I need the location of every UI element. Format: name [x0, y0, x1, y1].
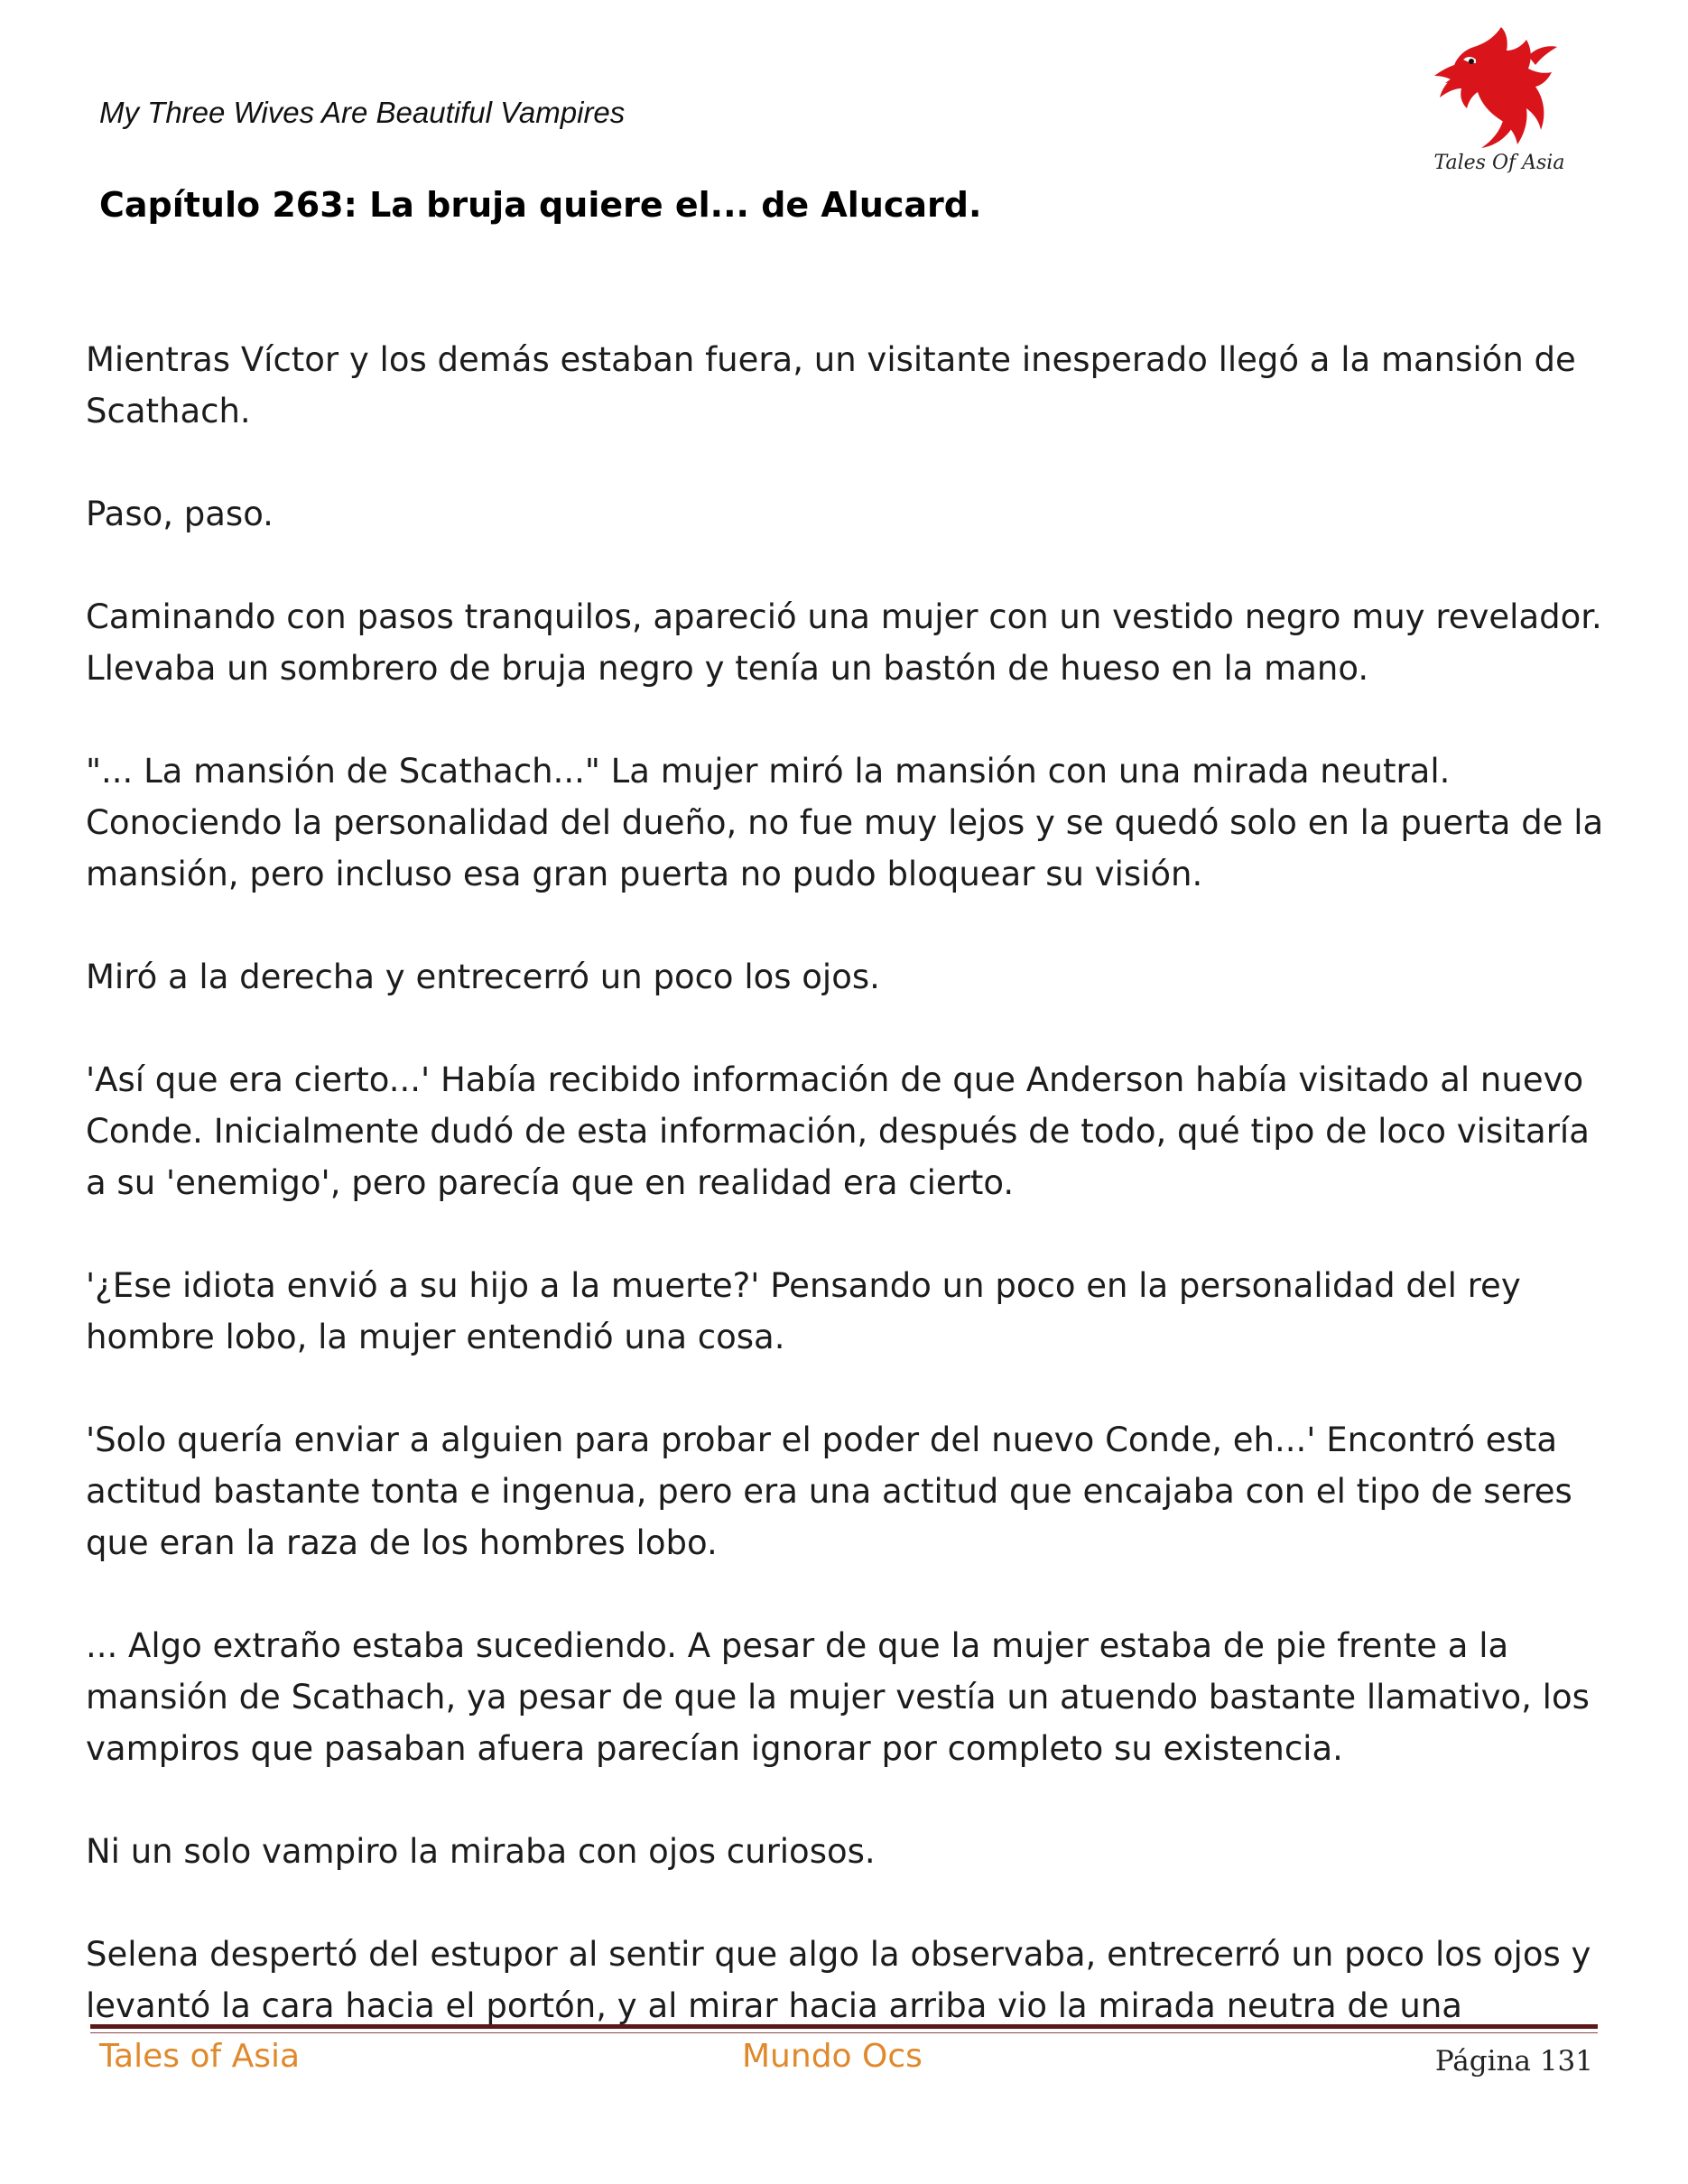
footer-divider — [90, 2024, 1598, 2029]
logo-text: Tales Of Asia — [1433, 152, 1565, 174]
page-number: Página 131 — [1434, 2045, 1593, 2078]
footer-site-name: Tales of Asia — [99, 2038, 301, 2075]
paragraph: '¿Ese idiota envió a su hijo a la muerte?' Pensando un poco en la personalidad del rey hombre lobo, la mujer entendió una cosa. — [86, 1266, 1521, 1356]
paragraph: Miró a la derecha y entrecerró un poco los ojos. — [86, 958, 880, 996]
paragraph: Caminando con pasos tranquilos, apareció una mujer con un vestido negro muy revelador. Llevaba un sombrero de bruja negro y tenía un bastón de hueso en la mano. — [86, 597, 1602, 688]
paragraph: Ni un solo vampiro la miraba con ojos curiosos. — [86, 1832, 876, 1871]
paragraph: 'Así que era cierto...' Había recibido información de que Anderson había visitado al nuevo Conde. Inicialmente dudó de esta información, después de todo, qué tipo de loco visitaría a su 'enemigo', pero parecía que en realidad era cierto. — [86, 1060, 1590, 1202]
paragraph: 'Solo quería enviar a alguien para probar el poder del nuevo Conde, eh...' Encontró esta actitud bastante tonta e ingenua, pero era una actitud que encajaba con el tipo de seres que eran la raza de los hombres lobo. — [86, 1421, 1572, 1562]
chapter-body — [86, 334, 1620, 2025]
publisher-logo — [1422, 20, 1566, 182]
paragraph: ... Algo extraño estaba sucediendo. A pesar de que la mujer estaba de pie frente a la mansión de Scathach, ya pesar de que la mujer vestía un atuendo bastante llamativo, los vampiros que pasaban afuera parecían ignorar por completo su existencia. — [86, 1626, 1590, 1768]
footer-section-name: Mundo Ocs — [742, 2038, 923, 2075]
paragraph: Selena despertó del estupor al sentir que algo la observaba, entrecerró un poco los ojos y levantó la cara hacia el portón, y al mirar hacia arriba vio la mirada neutra de una — [86, 1935, 1591, 2025]
red-dragon-icon — [1422, 20, 1566, 164]
footer-divider-thin — [90, 2032, 1598, 2033]
paragraph: "... La mansión de Scathach..." La mujer miró la mansión con una mirada neutral. Conociendo la personalidad del dueño, no fue muy lejos y se quedó solo en la puerta de la mansión, pero incluso esa gran puerta no pudo bloquear su visión. — [86, 752, 1604, 893]
paragraph: Mientras Víctor y los demás estaban fuera, un visitante inesperado llegó a la mansión de Scathach. — [86, 340, 1576, 430]
running-header-title: My Three Wives Are Beautiful Vampires — [99, 96, 626, 129]
chapter-title: Capítulo 263: La bruja quiere el... de Alucard. — [99, 185, 982, 225]
paragraph: Paso, paso. — [86, 495, 274, 533]
